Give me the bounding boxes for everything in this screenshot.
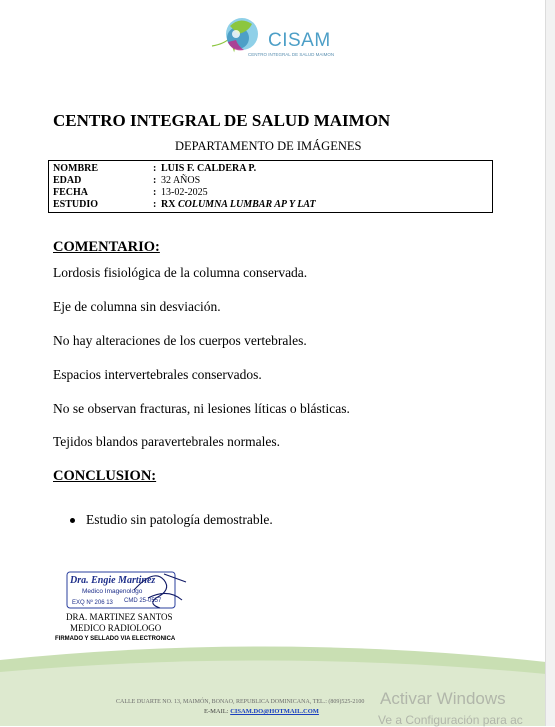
patient-info-table xyxy=(48,160,493,213)
info-label: FECHA xyxy=(53,187,88,198)
signer-name: DRA. MARTINEZ SANTOS xyxy=(66,612,173,622)
info-colon: : xyxy=(153,187,157,198)
comment-line: Espacios intervertebrales conservados. xyxy=(53,367,262,382)
department-title: DEPARTAMENTO DE IMÁGENES xyxy=(175,139,362,153)
comment-heading: COMENTARIO: xyxy=(53,239,160,255)
comment-line: Eje de columna sin desviación. xyxy=(53,299,221,314)
comment-line: Tejidos blandos paravertebrales normales. xyxy=(53,434,280,449)
info-label: ESTUDIO xyxy=(53,199,99,210)
info-colon: : xyxy=(153,199,157,210)
stamp-name: Dra. Engie Martinez xyxy=(70,575,156,586)
bullet-icon xyxy=(70,518,75,523)
info-colon: : xyxy=(153,163,157,174)
stamp-role: Medico Imagenologo xyxy=(82,588,143,595)
info-value: 32 AÑOS xyxy=(161,175,201,186)
study-prefix: RX xyxy=(161,199,176,210)
info-value: LUIS F. CALDERA P. xyxy=(161,163,257,174)
page-title: CENTRO INTEGRAL DE SALUD MAIMON xyxy=(53,111,391,130)
activation-watermark: Activar Windows xyxy=(380,689,506,708)
vertical-scrollbar[interactable] xyxy=(545,0,555,726)
info-colon: : xyxy=(153,175,157,186)
signature-stamp xyxy=(64,568,190,612)
stamp-cmd: CMD 25-0557 xyxy=(124,598,162,604)
comment-line: Lordosis fisiológica de la columna conservada. xyxy=(53,265,308,280)
info-value: 13-02-2025 xyxy=(161,187,208,198)
footer-address: CALLE DUARTE NO. 13, MAIMÓN, BONAO, REPUBLICA DOMINICANA, TEL.: (809)525-2100 xyxy=(116,699,365,705)
logo-name: CISAM xyxy=(268,30,331,51)
info-label: EDAD xyxy=(53,175,82,186)
comment-line: No hay alteraciones de los cuerpos vertebrales. xyxy=(53,333,307,348)
logo-tagline: CENTRO INTEGRAL DE SALUD MAIMON xyxy=(248,52,335,57)
signature-note: FIRMADO Y SELLADO VIA ELECTRONICA xyxy=(55,636,176,642)
conclusion-heading: CONCLUSION: xyxy=(53,468,157,484)
study-name: COLUMNA LUMBAR AP Y LAT xyxy=(177,199,316,210)
email-label: E-MAIL: xyxy=(204,708,229,715)
info-value xyxy=(161,199,316,211)
info-label: NOMBRE xyxy=(53,163,98,174)
signer-role: MEDICO RADIOLOGO xyxy=(70,623,162,633)
footer-email xyxy=(204,708,319,715)
stamp-exq: EXQ Nº 206 13 xyxy=(72,600,113,606)
activation-watermark-subtext: Ve a Configuración para ac xyxy=(378,713,523,727)
email-link[interactable]: CISAM.DO@HOTMAIL.COM xyxy=(230,708,319,715)
comment-line: No se observan fracturas, ni lesiones líticas o blásticas. xyxy=(53,401,350,416)
conclusion-text: Estudio sin patología demostrable. xyxy=(86,512,273,527)
